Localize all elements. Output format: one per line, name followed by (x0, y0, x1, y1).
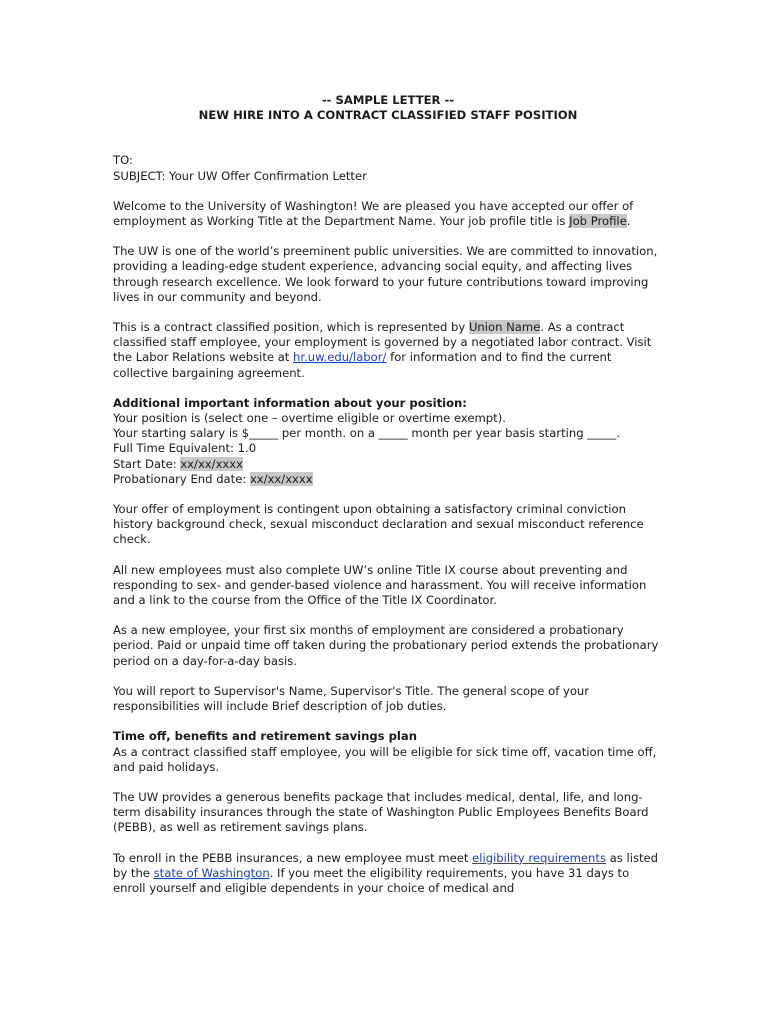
contract-text-end: for information and to find the current collective bargaining agreement. (113, 350, 612, 380)
letter-title-line2: NEW HIRE INTO A CONTRACT CLASSIFIED STAFF POSITION (198, 108, 578, 123)
welcome-end: . (626, 214, 631, 229)
probation-date-placeholder: xx/xx/xxxx (249, 471, 313, 486)
contract-text-mid: . As a contract classified staff employee, your employment is governed by a negotiated labor contract. Visit the Labor Relations website at (113, 320, 652, 365)
job-profile-placeholder: Job Profile (569, 214, 627, 229)
contract-paragraph (113, 320, 663, 381)
benefits-heading: Time off, benefits and retirement savings plan (113, 729, 417, 744)
benefits-package-paragraph: The UW provides a generous benefits package that includes medical, dental, life, and long-term disability insurances through the state of Washington Public Employees Benefits Board (PEBB), as well as retirement savings plans. (113, 789, 649, 835)
enroll-paragraph (113, 851, 663, 897)
enroll-text-end: . If you meet the eligibility requirements, you have 31 days to enroll yourself and eligible dependents in your choice of medical and (113, 865, 630, 895)
state-of-washington-link[interactable]: state of Washington (153, 865, 270, 880)
uw-intro-paragraph: The UW is one of the world’s preeminent public universities. We are committed to innovation, providing a leading-edge student experience, advancing social equity, and affecting lives through research excellence. We look forward to your future contributions toward improving lives in our community and beyond. (113, 244, 658, 304)
info-fte: Full Time Equivalent: 1.0 (113, 441, 257, 456)
probation-date-label: Probationary End date: (113, 471, 250, 486)
info-start-date (113, 457, 663, 472)
info-heading: Additional important information about your position: (113, 395, 467, 410)
info-position: Your position is (select one – overtime eligible or overtime exempt). (113, 411, 506, 426)
contract-text-start: This is a contract classified position, which is represented by (113, 320, 469, 335)
info-salary: Your starting salary is $_____ per month. on a _____ month per year basis starting _____. (113, 426, 620, 441)
letter-page (113, 93, 663, 896)
probation-paragraph: As a new employee, your first six months of employment are considered a probationary period. Paid or unpaid time off taken during the probationary period extends the probationary period on a day-for-a-day basis. (113, 623, 659, 668)
title-ix-paragraph: All new employees must also complete UW’s online Title IX course about preventing and responding to sex- and gender-based violence and harassment. You will receive information and a link to the course from the Office of the Title IX Coordinator. (113, 562, 647, 608)
benefits-intro: As a contract classified staff employee, you will be eligible for sick time off, vacation time off, and paid holidays. (113, 744, 657, 774)
to-line: TO: (113, 153, 133, 168)
labor-relations-link[interactable]: hr.uw.edu/labor/ (293, 350, 387, 365)
report-paragraph: You will report to Supervisor's Name, Supervisor's Title. The general scope of your responsibilities will include Brief description of job duties. (113, 683, 590, 714)
eligibility-requirements-link[interactable]: eligibility requirements (472, 850, 606, 865)
info-probation-date (113, 472, 663, 487)
letter-title-line1: -- SAMPLE LETTER -- (321, 93, 455, 107)
welcome-paragraph (113, 199, 663, 229)
contingent-paragraph: Your offer of employment is contingent upon obtaining a satisfactory criminal conviction history background check, sexual misconduct declaration and sexual misconduct reference check. (113, 502, 644, 547)
start-date-label: Start Date: (113, 456, 181, 471)
enroll-text-mid: as listed by the (113, 850, 659, 880)
welcome-text: Welcome to the University of Washington! We are pleased you have accepted our offer of employment as Working Title at the Department Name. Your job profile title is (113, 198, 634, 229)
enroll-text-start: To enroll in the PEBB insurances, a new employee must meet (113, 850, 473, 865)
subject-line: SUBJECT: Your UW Offer Confirmation Letter (113, 168, 367, 183)
start-date-placeholder: xx/xx/xxxx (180, 456, 244, 471)
union-name-placeholder: Union Name (468, 320, 541, 335)
